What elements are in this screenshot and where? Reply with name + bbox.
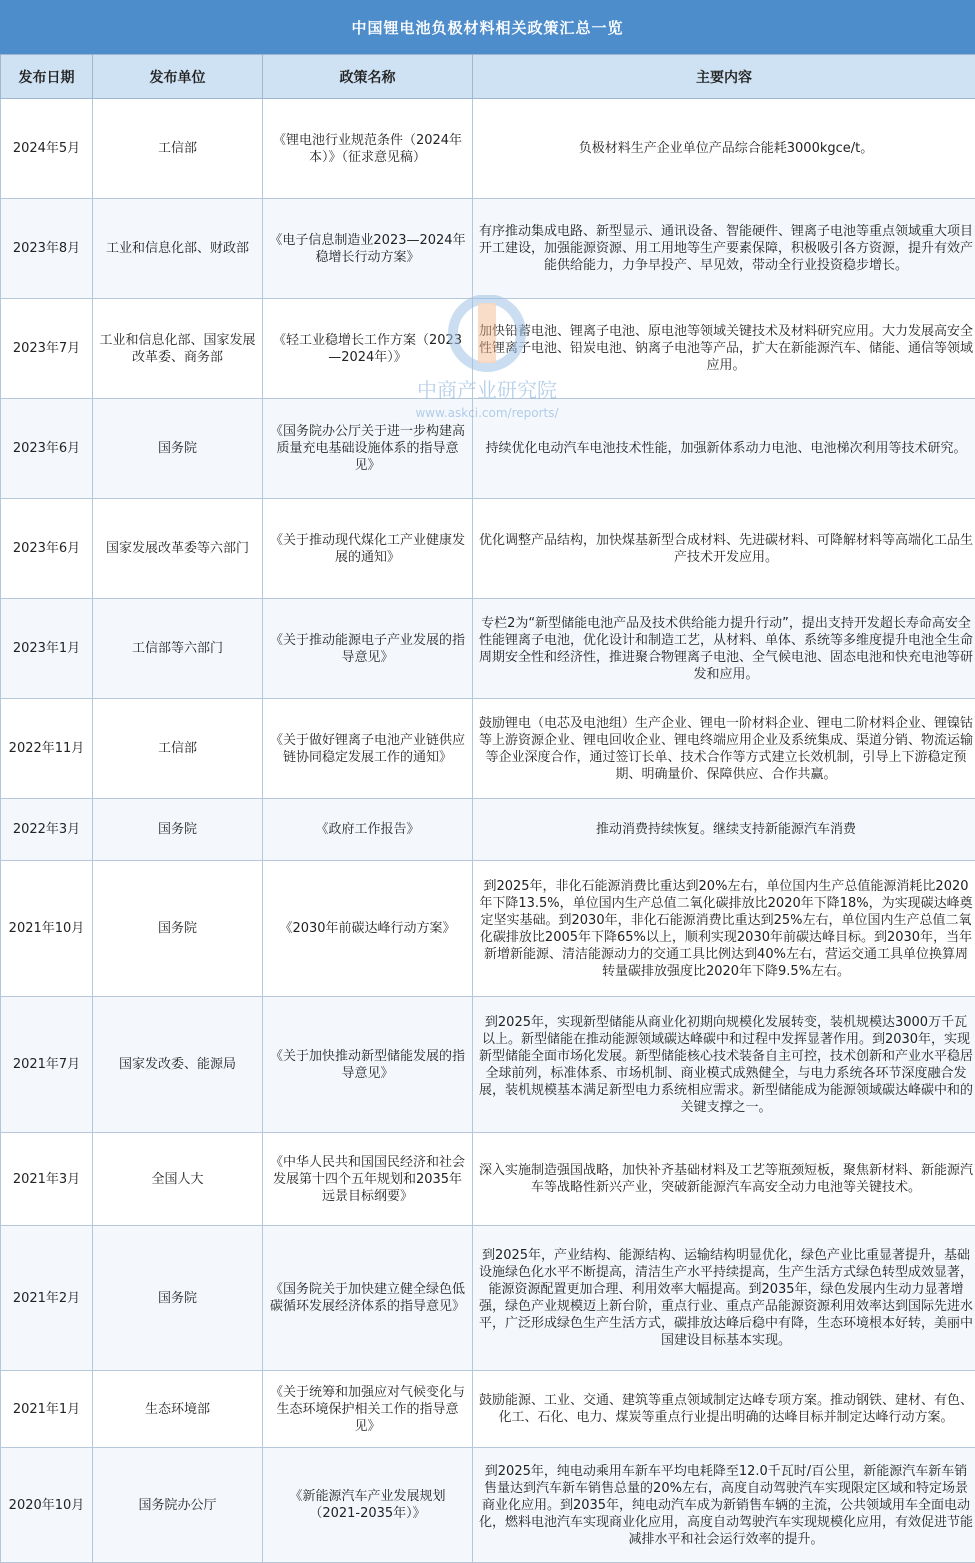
cell-content: 专栏2为“新型储能电池产品及技术供给能力提升行动”，提出支持开发超长寿命高安全性能锂离子电池，优化设计和制造工艺，从材料、单体、系统等多维度提升电池全生命周期安全性和经济性，推进聚合物锂离子电池、全气候电池、固态电池和快充电池等研发和应用。 <box>473 599 975 699</box>
cell-org: 全国人大 <box>93 1133 263 1226</box>
cell-org: 国家发展改革委等六部门 <box>93 499 263 599</box>
table-row <box>1 861 975 997</box>
cell-org: 国务院 <box>93 861 263 997</box>
cell-content: 持续优化电动汽车电池技术性能，加强新体系动力电池、电池梯次利用等技术研究。 <box>473 399 975 499</box>
cell-org: 生态环境部 <box>93 1371 263 1448</box>
header-date: 发布日期 <box>1 55 93 99</box>
table-row <box>1 1448 975 1563</box>
table-body <box>1 99 975 1563</box>
header-row <box>1 55 975 99</box>
table-row <box>1 1133 975 1226</box>
cell-policy: 《关于推动能源电子产业发展的指导意见》 <box>263 599 473 699</box>
cell-content: 到2025年，实现新型储能从商业化初期向规模化发展转变，装机规模达3000万千瓦以上。新型储能在推动能源领域碳达峰碳中和过程中发挥显著作用。到2030年，实现新型储能全面市场化发展。新型储能核心技术装备自主可控，技术创新和产业水平稳居全球前列，标准体系、市场机制、商业模式成熟健全，与电力系统各环节深度融合发展，装机规模基本满足新型电力系统相应需求。新型储能成为能源领域碳达峰碳中和的关键支撑之一。 <box>473 997 975 1133</box>
cell-org: 工业和信息化部、国家发展改革委、商务部 <box>93 299 263 399</box>
cell-org: 国务院 <box>93 1226 263 1371</box>
cell-content: 鼓励能源、工业、交通、建筑等重点领域制定达峰专项方案。推动钢铁、建材、有色、化工、石化、电力、煤炭等重点行业提出明确的达峰目标并制定达峰行动方案。 <box>473 1371 975 1448</box>
cell-policy: 《政府工作报告》 <box>263 799 473 861</box>
cell-date: 2021年2月 <box>1 1226 93 1371</box>
cell-date: 2023年8月 <box>1 199 93 299</box>
header-content: 主要内容 <box>473 55 975 99</box>
cell-policy: 《2030年前碳达峰行动方案》 <box>263 861 473 997</box>
cell-date: 2022年11月 <box>1 699 93 799</box>
cell-policy: 《新能源汽车产业发展规划（2021-2035年）》 <box>263 1448 473 1563</box>
header-policy: 政策名称 <box>263 55 473 99</box>
table-row <box>1 599 975 699</box>
cell-date: 2023年6月 <box>1 399 93 499</box>
cell-content: 鼓励锂电（电芯及电池组）生产企业、锂电一阶材料企业、锂电二阶材料企业、锂镍钴等上游资源企业、锂电回收企业、锂电终端应用企业及系统集成、渠道分销、物流运输等企业深度合作，通过签订长单、技术合作等方式建立长效机制，引导上下游稳定预期、明确量价、保障供应、合作共赢。 <box>473 699 975 799</box>
policy-table <box>0 54 975 1563</box>
table-row <box>1 299 975 399</box>
cell-date: 2024年5月 <box>1 99 93 199</box>
cell-date: 2023年7月 <box>1 299 93 399</box>
cell-policy: 《锂电池行业规范条件（2024年本）》（征求意见稿） <box>263 99 473 199</box>
cell-policy: 《关于做好锂离子电池产业链供应链协同稳定发展工作的通知》 <box>263 699 473 799</box>
watermark-url: www.askci.com/reports/ <box>415 406 559 420</box>
cell-date: 2023年1月 <box>1 599 93 699</box>
cell-content: 到2025年，纯电动乘用车新车平均电耗降至12.0千瓦时/百公里，新能源汽车新车销售量达到汽车新车销售总量的20%左右，高度自动驾驶汽车实现限定区域和特定场景商业化应用。到2035年，纯电动汽车成为新销售车辆的主流，公共领域用车全面电动化，燃料电池汽车实现商业化应用，高度自动驾驶汽车实现规模化应用，有效促进节能减排水平和社会运行效率的提升。 <box>473 1448 975 1563</box>
table-row <box>1 699 975 799</box>
cell-policy: 《电子信息制造业2023—2024年稳增长行动方案》 <box>263 199 473 299</box>
table-row <box>1 399 975 499</box>
cell-policy: 《关于统筹和加强应对气候变化与生态环境保护相关工作的指导意见》 <box>263 1371 473 1448</box>
cell-content: 到2025年，非化石能源消费比重达到20%左右，单位国内生产总值能源消耗比2020年下降13.5%，单位国内生产总值二氧化碳排放比2020年下降18%，为实现碳达峰奠定坚实基础。到2030年，非化石能源消费比重达到25%左右，单位国内生产总值二氧化碳排放比2005年下降65%以上，顺利实现2030年前碳达峰目标。到2030年，当年新增新能源、清洁能源动力的交通工具比例达到40%左右，营运交通工具单位换算周转量碳排放强度比2020年下降9.5%左右。 <box>473 861 975 997</box>
cell-content: 到2025年，产业结构、能源结构、运输结构明显优化，绿色产业比重显著提升，基础设施绿色化水平不断提高，清洁生产水平持续提高，生产生活方式绿色转型成效显著，能源资源配置更加合理、利用效率大幅提高。到2035年，绿色发展内生动力显著增强，绿色产业规模迈上新台阶，重点行业、重点产品能源资源利用效率达到国际先进水平，广泛形成绿色生产生活方式，碳排放达峰后稳中有降，生态环境根本好转，美丽中国建设目标基本实现。 <box>473 1226 975 1371</box>
cell-org: 工信部 <box>93 699 263 799</box>
table-row <box>1 499 975 599</box>
cell-content: 加快铅蓄电池、锂离子电池、原电池等领域关键技术及材料研究应用。大力发展高安全性锂离子电池、铅炭电池、钠离子电池等产品，扩大在新能源汽车、储能、通信等领域应用。 <box>473 299 975 399</box>
cell-org: 国务院办公厅 <box>93 1448 263 1563</box>
cell-date: 2020年10月 <box>1 1448 93 1563</box>
cell-date: 2021年1月 <box>1 1371 93 1448</box>
watermark-name: 中商产业研究院 <box>417 378 557 402</box>
cell-org: 工业和信息化部、财政部 <box>93 199 263 299</box>
table-row <box>1 997 975 1133</box>
cell-date: 2021年3月 <box>1 1133 93 1226</box>
cell-policy: 《中华人民共和国国民经济和社会发展第十四个五年规划和2035年远景目标纲要》 <box>263 1133 473 1226</box>
cell-org: 国务院 <box>93 399 263 499</box>
cell-policy: 《轻工业稳增长工作方案（2023—2024年）》 <box>263 299 473 399</box>
table-row <box>1 199 975 299</box>
cell-policy: 《国务院办公厅关于进一步构建高质量充电基础设施体系的指导意见》 <box>263 399 473 499</box>
cell-org: 工信部 <box>93 99 263 199</box>
cell-date: 2021年10月 <box>1 861 93 997</box>
cell-policy: 《关于推动现代煤化工产业健康发展的通知》 <box>263 499 473 599</box>
table-row <box>1 1226 975 1371</box>
cell-content: 优化调整产品结构，加快煤基新型合成材料、先进碳材料、可降解材料等高端化工品生产技术开发应用。 <box>473 499 975 599</box>
table-row <box>1 799 975 861</box>
cell-date: 2021年7月 <box>1 997 93 1133</box>
cell-content: 有序推动集成电路、新型显示、通讯设备、智能硬件、锂离子电池等重点领域重大项目开工建设，加强能源资源、用工用地等生产要素保障，积极吸引各方资源，提升有效产能供给能力，力争早投产、早见效，带动全行业投资稳步增长。 <box>473 199 975 299</box>
cell-content: 推动消费持续恢复。继续支持新能源汽车消费 <box>473 799 975 861</box>
table-row <box>1 99 975 199</box>
header-org: 发布单位 <box>93 55 263 99</box>
cell-org: 工信部等六部门 <box>93 599 263 699</box>
cell-content: 深入实施制造强国战略，加快补齐基础材料及工艺等瓶颈短板，聚焦新材料、新能源汽车等战略性新兴产业，突破新能源汽车高安全动力电池等关键技术。 <box>473 1133 975 1226</box>
cell-policy: 《关于加快推动新型储能发展的指导意见》 <box>263 997 473 1133</box>
cell-date: 2022年3月 <box>1 799 93 861</box>
table-row <box>1 1371 975 1448</box>
cell-org: 国家发改委、能源局 <box>93 997 263 1133</box>
cell-policy: 《国务院关于加快建立健全绿色低碳循环发展经济体系的指导意见》 <box>263 1226 473 1371</box>
cell-content: 负极材料生产企业单位产品综合能耗3000kgce/t。 <box>473 99 975 199</box>
table-title: 中国锂电池负极材料相关政策汇总一览 <box>0 0 975 54</box>
cell-date: 2023年6月 <box>1 499 93 599</box>
cell-org: 国务院 <box>93 799 263 861</box>
